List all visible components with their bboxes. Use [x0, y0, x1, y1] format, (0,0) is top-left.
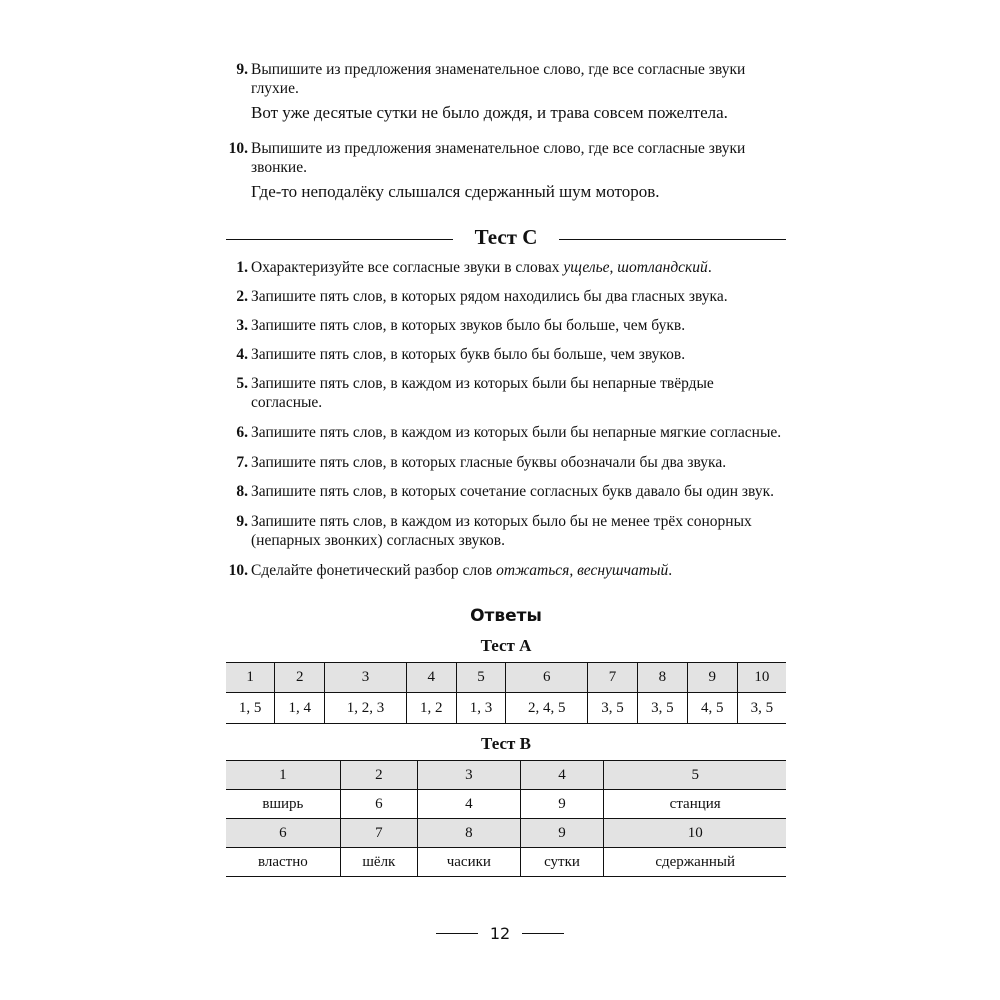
table-row — [226, 848, 786, 877]
table-header-cell: 6 — [226, 819, 340, 848]
table-cell: 2, 4, 5 — [506, 693, 588, 724]
table-row — [226, 790, 786, 819]
test-a-title: Тест А — [480, 636, 532, 655]
question-number: 5. — [236, 375, 248, 392]
question-text: Запишите пять слов, в которых сочетание согласных букв давало бы один звук. — [251, 483, 774, 500]
footer-rule-left — [436, 933, 478, 934]
table-header-cell: 7 — [588, 663, 638, 693]
table-cell: вширь — [226, 790, 340, 819]
table-cell: 1, 5 — [226, 693, 275, 724]
table-cell: шёлк — [340, 848, 417, 877]
table-cell: 1, 2 — [406, 693, 456, 724]
table-cell: 1, 3 — [456, 693, 506, 724]
answers-title: Ответы — [470, 606, 542, 626]
table-cell: 1, 2, 3 — [325, 693, 407, 724]
table-header-cell: 1 — [226, 761, 340, 790]
table-cell: сутки — [520, 848, 604, 877]
question-text: Выпишите из предложения знаменательное слово, где все согласные звуки звонкие. — [251, 140, 746, 176]
table-header-row — [226, 819, 786, 848]
question-text: Охарактеризуйте все согласные звуки в словах — [251, 259, 564, 276]
question-b-9 — [226, 60, 786, 124]
table-cell: часики — [417, 848, 520, 877]
table-header-cell: 3 — [417, 761, 520, 790]
table-header-cell: 2 — [275, 663, 325, 693]
question-text: Запишите пять слов, в которых гласные буквы обозначали бы два звука. — [251, 454, 727, 471]
table-header-cell: 7 — [340, 819, 417, 848]
question-text: Запишите пять слов, в каждом из которых были бы непарные твёрдые согласные. — [251, 375, 714, 411]
question-c-10 — [226, 561, 786, 580]
question-text: Выпишите из предложения знаменательное слово, где все согласные звуки глухие. — [251, 61, 746, 97]
table-header-cell: 10 — [737, 663, 786, 693]
table-header-cell: 2 — [340, 761, 417, 790]
table-cell: 3, 5 — [637, 693, 687, 724]
table-header-cell: 8 — [637, 663, 687, 693]
table-header-cell: 4 — [406, 663, 456, 693]
table-cell: станция — [604, 790, 786, 819]
table-cell: 9 — [520, 790, 604, 819]
question-c-6 — [226, 423, 786, 442]
table-cell: властно — [226, 848, 340, 877]
table-cell: 4 — [417, 790, 520, 819]
table-header-cell: 10 — [604, 819, 786, 848]
question-number: 3. — [236, 317, 248, 334]
question-text: Сделайте фонетический разбор слов — [251, 562, 497, 579]
question-c-7 — [226, 453, 786, 472]
question-number: 7. — [236, 454, 248, 471]
question-italic-words: ущелье, шотландский — [563, 259, 708, 276]
table-header-cell: 5 — [456, 663, 506, 693]
question-number: 10. — [228, 140, 248, 157]
test-a-answer-table — [226, 662, 786, 724]
question-c-2 — [226, 287, 786, 306]
question-c-4 — [226, 345, 786, 364]
question-text: Запишите пять слов, в которых рядом находились бы два гласных звука. — [251, 288, 728, 305]
question-number: 8. — [236, 483, 248, 500]
question-c-9 — [226, 512, 786, 550]
table-cell: 6 — [340, 790, 417, 819]
test-c-questions — [226, 258, 786, 580]
table-row — [226, 693, 786, 724]
question-sentence: Где-то неподалёку слышался сдержанный шум моторов. — [251, 182, 660, 201]
page-number-footer — [0, 924, 1000, 943]
table-cell: 4, 5 — [687, 693, 737, 724]
table-header-cell: 9 — [520, 819, 604, 848]
heading-rule-right — [559, 239, 786, 240]
question-c-8 — [226, 482, 786, 501]
table-header-cell: 8 — [417, 819, 520, 848]
question-c-5 — [226, 374, 786, 412]
question-italic-words: отжаться, веснушчатый — [496, 562, 669, 579]
question-sentence: Вот уже десятые сутки не было дождя, и трава совсем пожелтела. — [251, 103, 728, 122]
table-cell: 1, 4 — [275, 693, 325, 724]
question-tail: . — [668, 562, 673, 579]
question-c-1 — [226, 258, 786, 277]
question-number: 10. — [228, 562, 248, 579]
question-text: Запишите пять слов, в которых звуков было бы больше, чем букв. — [251, 317, 686, 334]
test-c-heading — [226, 225, 786, 250]
table-header-row — [226, 761, 786, 790]
question-number: 9. — [236, 513, 248, 530]
table-cell: сдержанный — [604, 848, 786, 877]
test-c-title: Тест С — [474, 225, 538, 249]
question-number: 6. — [236, 424, 248, 441]
heading-rule-left — [226, 239, 453, 240]
table-cell: 3, 5 — [588, 693, 638, 724]
question-text: Запишите пять слов, в которых букв было бы больше, чем звуков. — [251, 346, 686, 363]
table-header-cell: 9 — [687, 663, 737, 693]
question-number: 4. — [236, 346, 248, 363]
page-number: 12 — [489, 924, 511, 943]
table-header-cell: 6 — [506, 663, 588, 693]
question-number: 9. — [236, 61, 248, 78]
question-tail: . — [707, 259, 712, 276]
test-b-answer-table — [226, 760, 786, 877]
question-number: 1. — [236, 259, 248, 276]
footer-rule-right — [522, 933, 564, 934]
page-content — [226, 60, 786, 877]
question-c-3 — [226, 316, 786, 335]
question-text: Запишите пять слов, в каждом из которых были бы непарные мягкие согласные. — [251, 424, 782, 441]
table-header-cell: 1 — [226, 663, 275, 693]
table-header-row — [226, 663, 786, 693]
table-header-cell: 5 — [604, 761, 786, 790]
question-text: Запишите пять слов, в каждом из которых было бы не менее трёх сонорных (непарных звонких) согласных звуков. — [251, 513, 752, 549]
table-header-cell: 4 — [520, 761, 604, 790]
table-cell: 3, 5 — [737, 693, 786, 724]
test-b-title: Тест В — [481, 734, 531, 753]
question-b-10 — [226, 139, 786, 203]
table-header-cell: 3 — [325, 663, 407, 693]
question-number: 2. — [236, 288, 248, 305]
